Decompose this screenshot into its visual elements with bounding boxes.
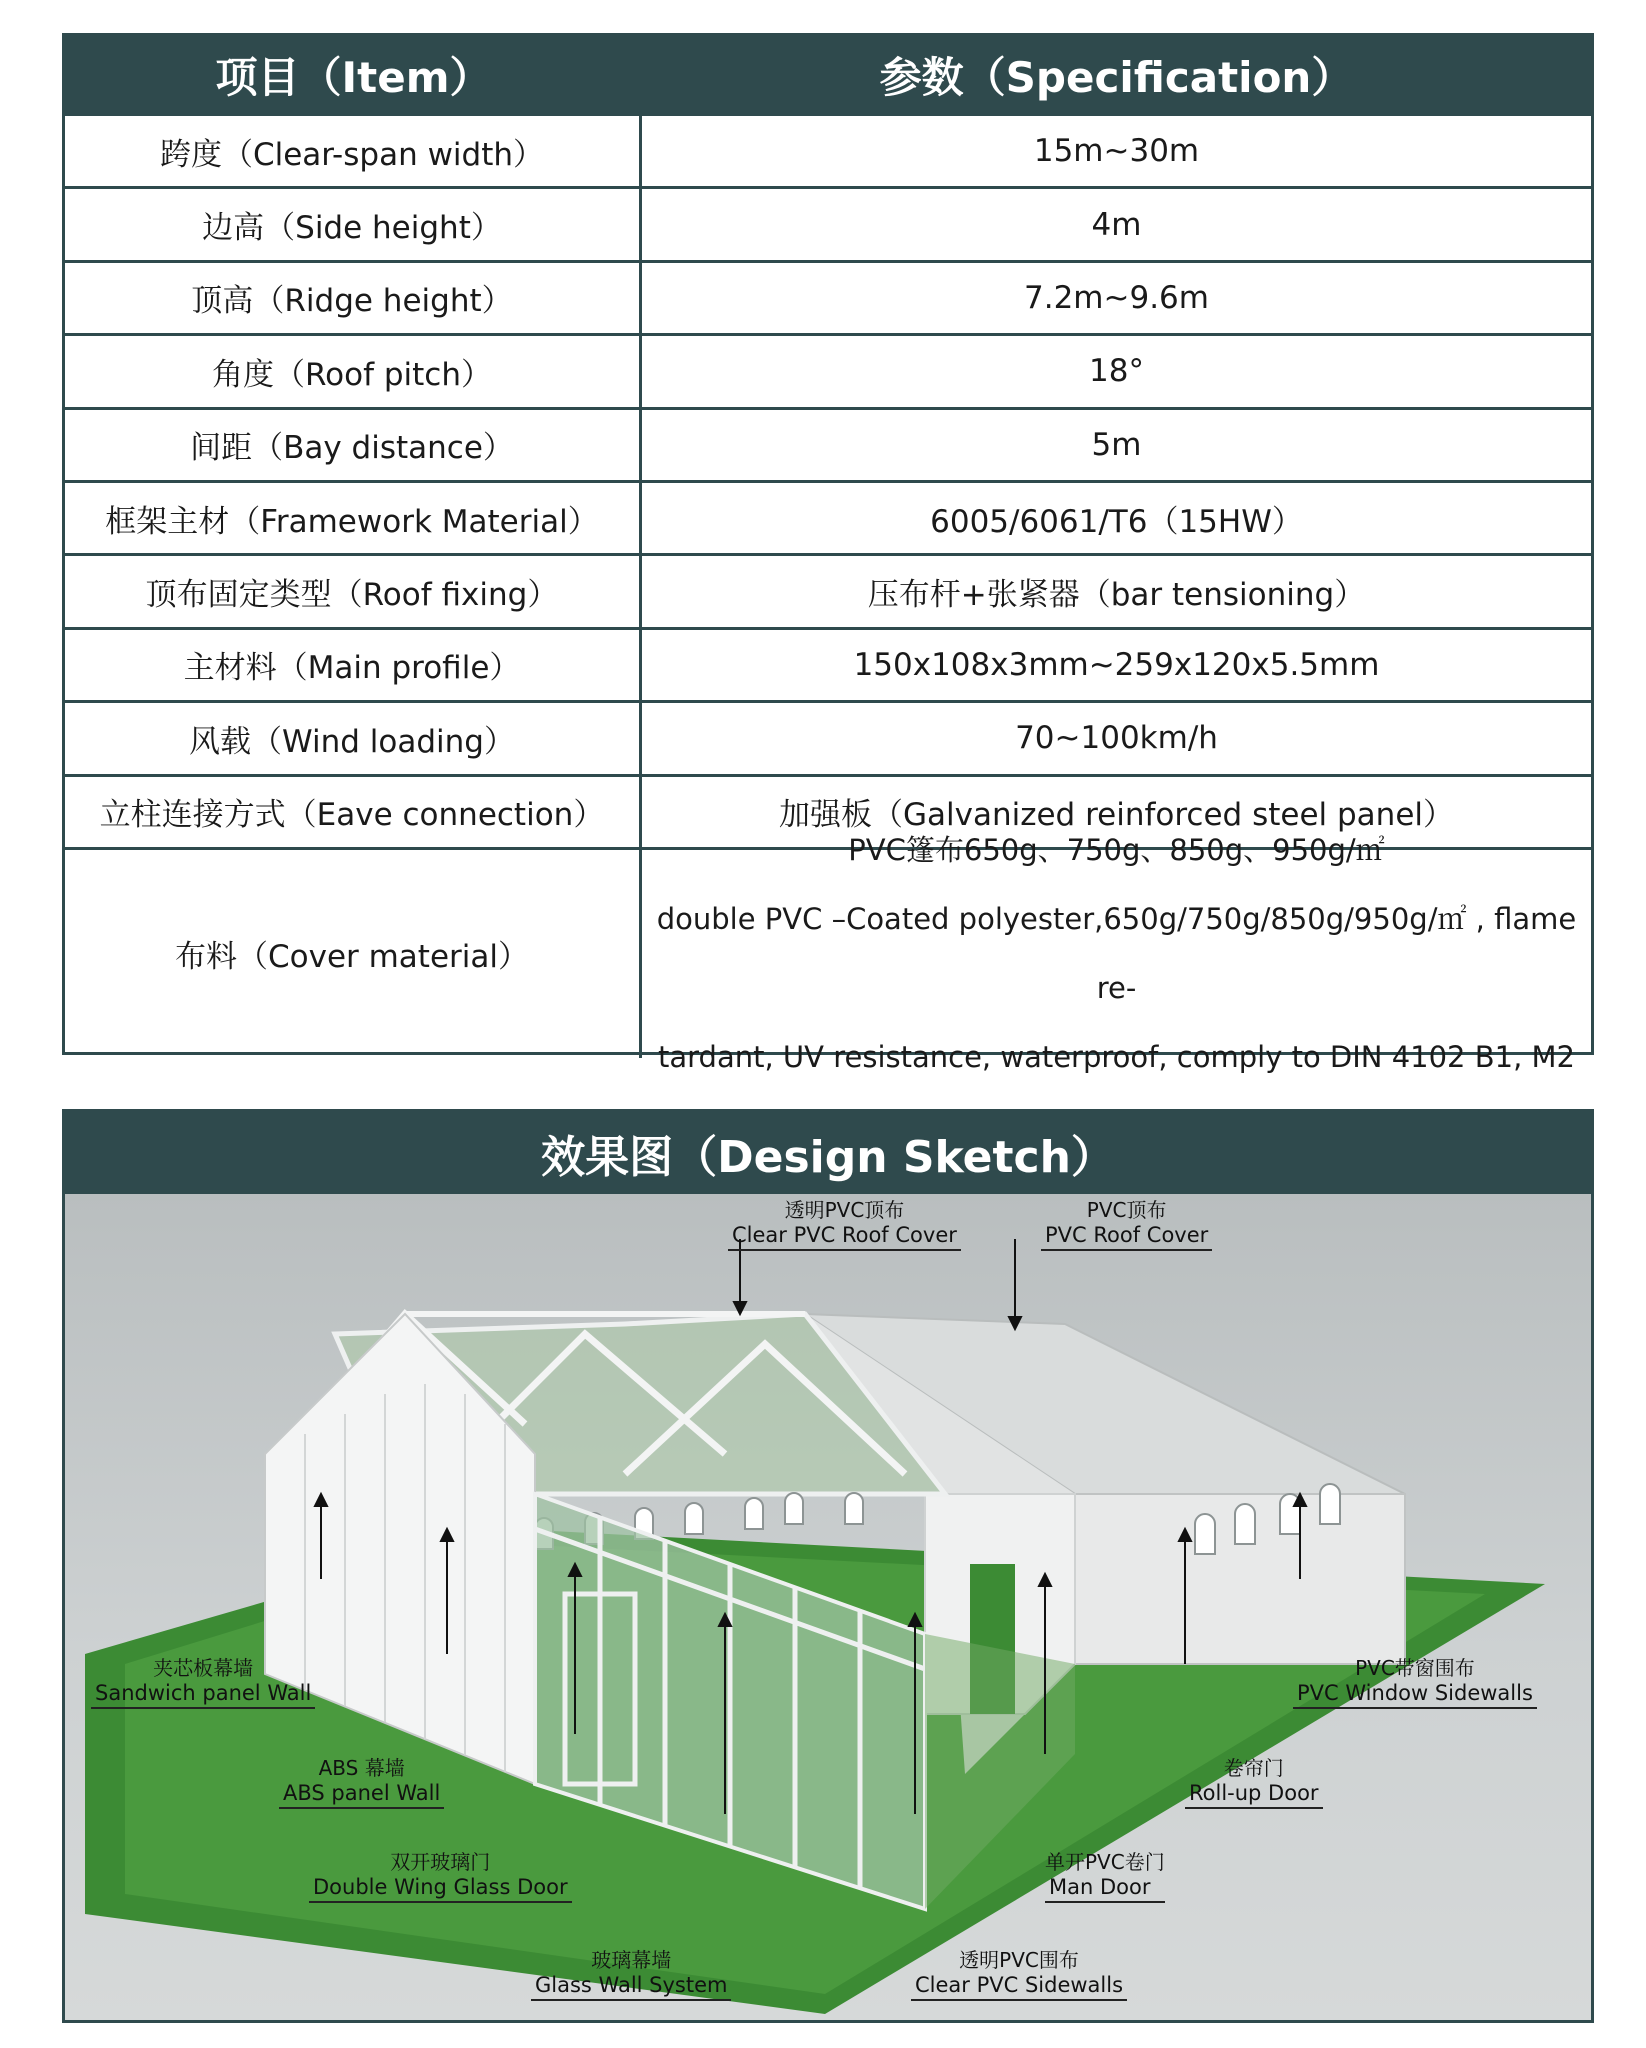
row-item: 主材料（Main profile） — [65, 630, 642, 700]
header-specification: 参数（Specification） — [879, 52, 1354, 102]
row-spec: 6005/6061/T6（15HW） — [930, 503, 1303, 540]
row-spec: 5m — [1091, 426, 1142, 463]
header-item: 项目（Item） — [215, 52, 492, 102]
row-spec: 150x108x3mm~259x120x5.5mm — [853, 646, 1380, 683]
callout-en: Double Wing Glass Door — [309, 1875, 572, 1903]
callout-en: PVC Window Sidewalls — [1293, 1681, 1537, 1709]
cover-line-2: double PVC –Coated polyester,650g/750g/850g/950g/㎡ , flame re- — [656, 901, 1577, 1005]
callout-cn: ABS 幕墙 — [318, 1756, 405, 1780]
table-row — [65, 553, 1591, 626]
row-item: 立柱连接方式（Eave connection） — [65, 777, 642, 847]
tent-illustration — [65, 1194, 1591, 2020]
spec-table-header — [65, 36, 1591, 113]
table-row — [65, 333, 1591, 406]
cover-line-1: PVC篷布650g、750g、850g、950g/㎡ — [848, 832, 1385, 867]
callout-double-wing-glass-door — [309, 1846, 572, 1903]
table-row — [65, 260, 1591, 333]
row-item: 边高（Side height） — [65, 189, 642, 259]
row-item: 顶高（Ridge height） — [65, 263, 642, 333]
callout-cn: 透明PVC围布 — [959, 1948, 1079, 1972]
callout-glass-wall-system — [531, 1944, 731, 2001]
callout-cn: 双开玻璃门 — [390, 1850, 491, 1874]
table-row — [65, 407, 1591, 480]
callout-sandwich-panel-wall — [91, 1652, 315, 1709]
row-spec: 7.2m~9.6m — [1024, 279, 1209, 316]
row-spec — [642, 832, 1591, 1074]
callout-roll-up-door — [1185, 1752, 1323, 1809]
table-row — [65, 627, 1591, 700]
callout-pvc-window-sidewalls — [1293, 1652, 1537, 1709]
sketch-title: 效果图（Design Sketch） — [65, 1112, 1591, 1194]
callout-man-door — [1045, 1846, 1165, 1903]
design-sketch-panel — [62, 1109, 1594, 2023]
callout-en: PVC Roof Cover — [1041, 1223, 1212, 1251]
row-item: 顶布固定类型（Roof fixing） — [65, 556, 642, 626]
callout-cn: 卷帘门 — [1223, 1756, 1284, 1780]
sketch-illustration — [65, 1194, 1591, 2020]
callout-cn: 透明PVC顶布 — [784, 1198, 905, 1222]
callout-cn: 玻璃幕墙 — [591, 1948, 672, 1972]
callout-cn: 夹芯板幕墙 — [153, 1656, 254, 1680]
callout-en: Man Door — [1045, 1875, 1165, 1903]
callout-cn: PVC顶布 — [1086, 1198, 1167, 1222]
row-spec: 压布杆+张紧器（bar tensioning） — [867, 577, 1366, 614]
table-row — [65, 700, 1591, 773]
table-row — [65, 113, 1591, 186]
callout-en: Roll-up Door — [1185, 1781, 1323, 1809]
row-spec: 加强板（Galvanized reinforced steel panel） — [778, 797, 1455, 834]
row-item: 角度（Roof pitch） — [65, 336, 642, 406]
row-item: 间距（Bay distance） — [65, 410, 642, 480]
callout-clear-pvc-roof — [728, 1194, 961, 1251]
callout-cn: 单开PVC卷门 — [1045, 1850, 1165, 1874]
callout-en: Glass Wall System — [531, 1973, 731, 2001]
callout-en: Clear PVC Roof Cover — [728, 1223, 961, 1251]
callout-cn: PVC带窗围布 — [1355, 1656, 1475, 1680]
row-item: 跨度（Clear-span width） — [65, 116, 642, 186]
row-spec: 18° — [1089, 353, 1144, 390]
callout-en: ABS panel Wall — [279, 1781, 444, 1809]
callout-en: Sandwich panel Wall — [91, 1681, 315, 1709]
row-spec: 15m~30m — [1033, 133, 1200, 170]
row-item: 布料（Cover material） — [65, 850, 642, 1058]
table-row — [65, 480, 1591, 553]
row-spec: 4m — [1091, 206, 1142, 243]
spec-table — [62, 33, 1594, 1074]
callout-en: Clear PVC Sidewalls — [911, 1973, 1127, 2001]
table-row — [65, 186, 1591, 259]
callout-clear-pvc-sidewalls — [911, 1944, 1127, 2001]
callout-pvc-roof — [1041, 1194, 1212, 1251]
cover-line-3: tardant, UV resistance, waterproof, comply to DIN 4102 B1, M2 — [658, 1039, 1575, 1074]
row-item: 风载（Wind loading） — [65, 703, 642, 773]
row-spec: 70~100km/h — [1015, 720, 1218, 757]
table-row-cover-material — [65, 832, 1591, 1074]
row-item: 框架主材（Framework Material） — [65, 483, 642, 553]
callout-abs-panel-wall — [279, 1752, 444, 1809]
